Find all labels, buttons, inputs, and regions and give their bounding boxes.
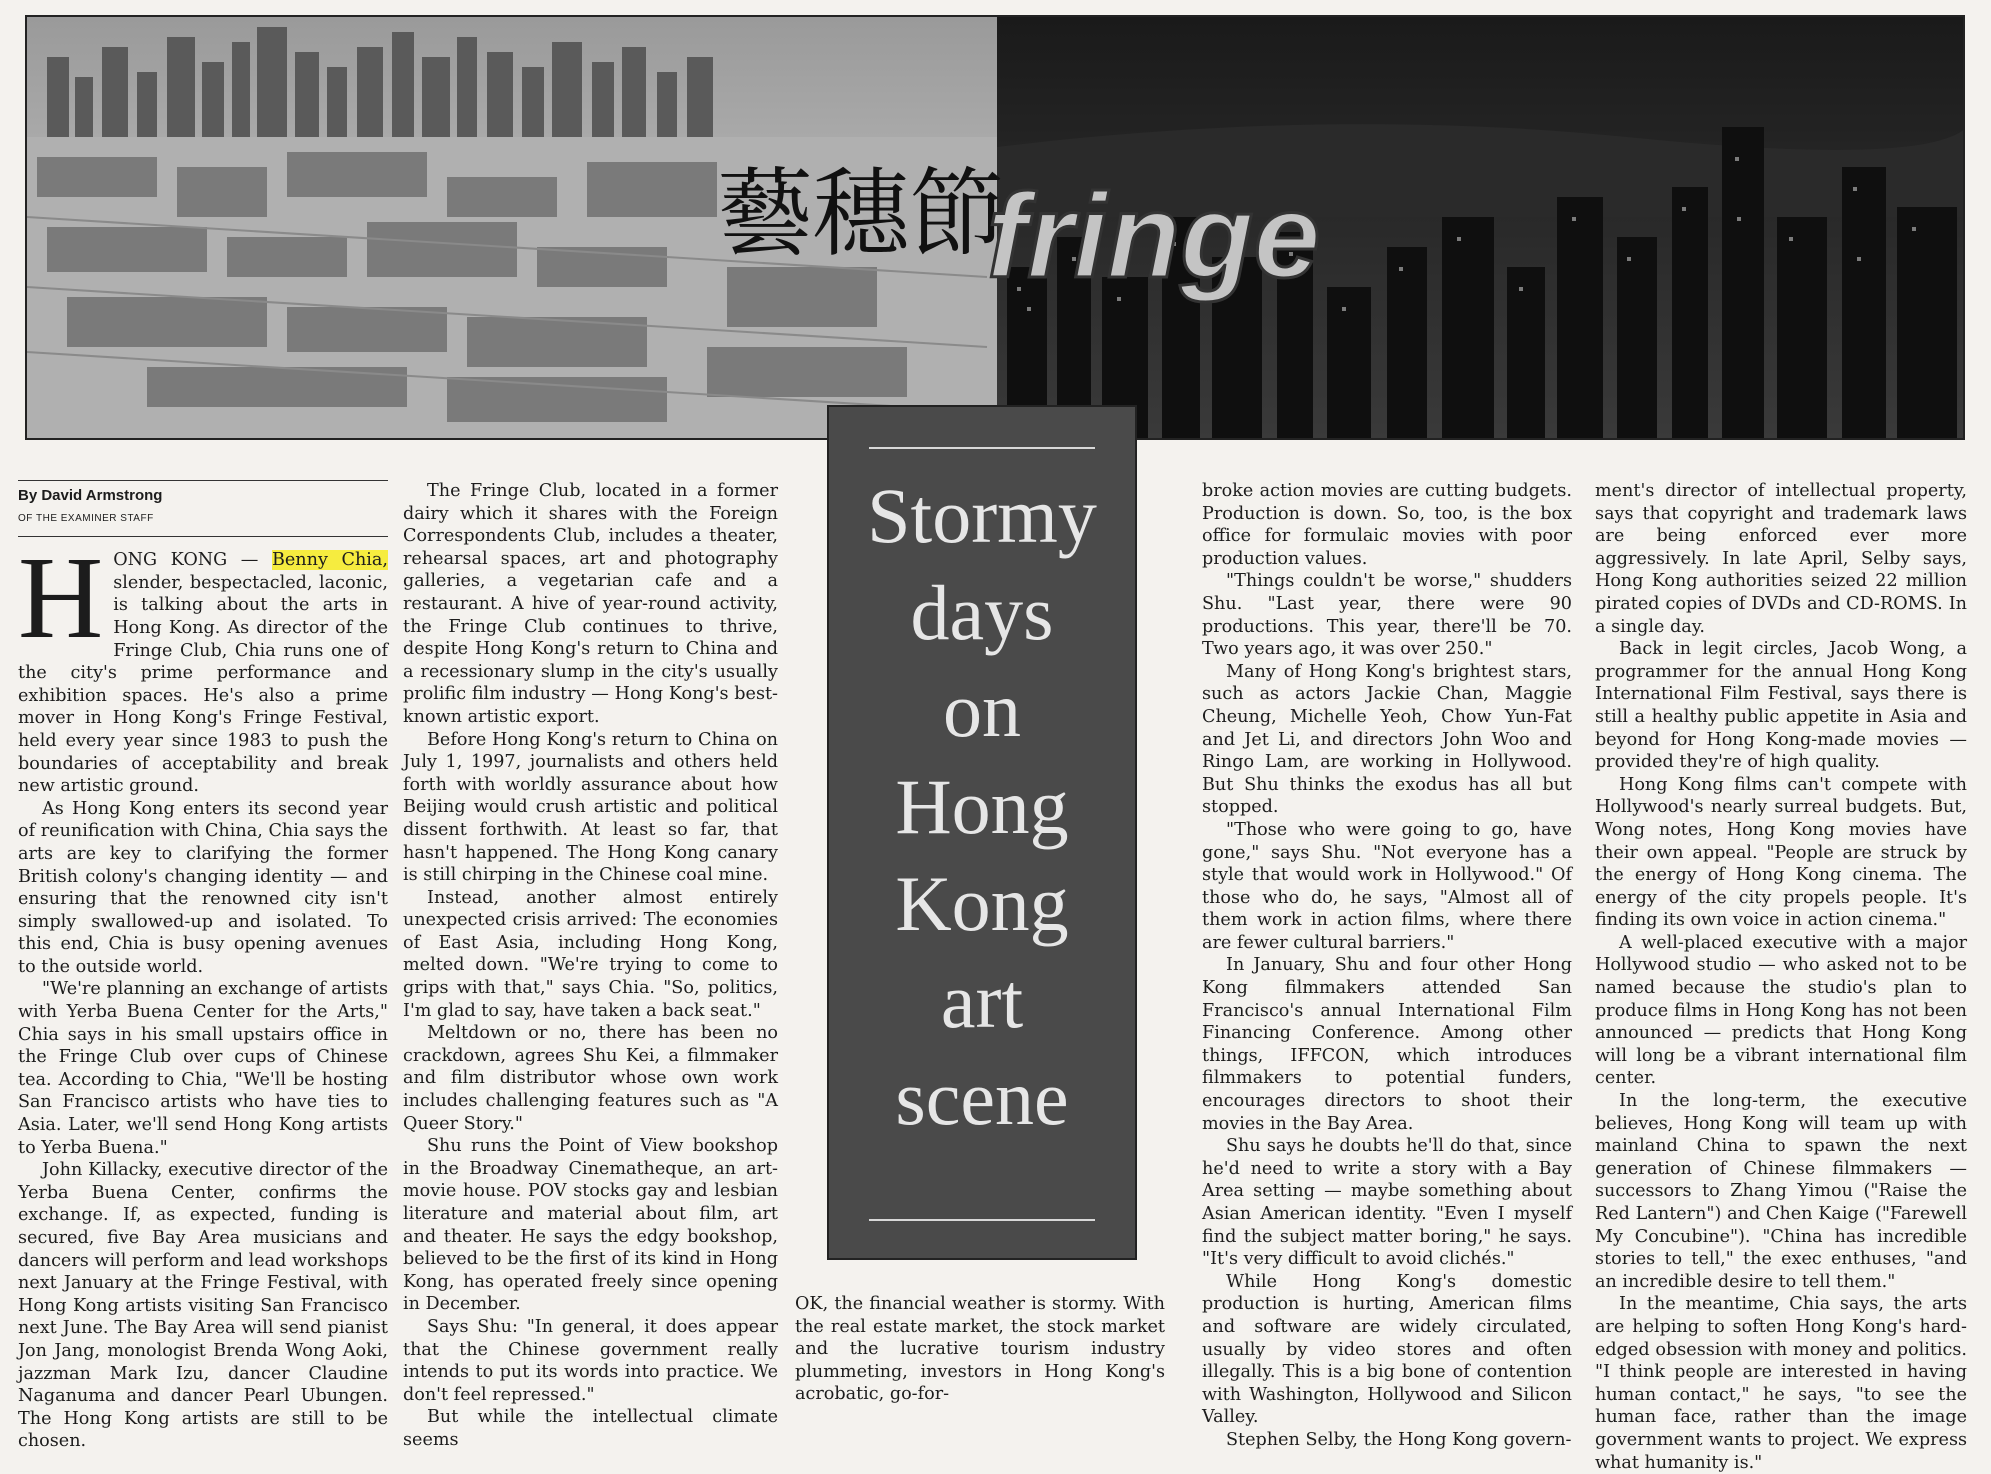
hero-chinese-title: 藝穗節 [717, 158, 1005, 270]
paragraph: In the meantime, Chia says, the arts are helping to soften Hong Kong's hard-edged obsession with money and politics. "I think people are interested in having human contact," he says, "to see the human face, rather than the image government wants to project. We express what humanity is." [1595, 1294, 1967, 1473]
headline-bottom-rule [869, 1219, 1095, 1221]
lead-paragraph [18, 532, 388, 798]
drop-cap: H [18, 532, 104, 664]
headline-box [827, 405, 1137, 1260]
paragraph: "Those who were going to go, have gone," says Shu. "Not everyone has a style that would work in Hollywood." Of those who do, he says, "Almost all of them work in action films, where there are fewer cultural barriers." [1202, 819, 1572, 953]
paragraph: OK, the financial weather is stormy. With the real estate market, the stock market and the lucrative tourism industry plummeting, investors in Hong Kong's acrobatic, go-for- [795, 1294, 1165, 1405]
paragraph: But while the intellectual climate seems [403, 1407, 778, 1450]
hero-fringe-title: fringe [987, 169, 1321, 303]
paragraph: "Things couldn't be worse," shudders Shu. "Last year, there were 90 productions. This year, there'll be 70. Two years ago, it was over 250." [1202, 571, 1572, 660]
paragraph: Shu runs the Point of View bookshop in the Broadway Cinematheque, an art-movie house. POV stocks gay and lesbian literature and material about film, art and theater. He says the edgy bookshop, believed to be the first of its kind in Hong Kong, has operated freely since opening in December. [403, 1136, 778, 1315]
article-column-4 [1202, 480, 1572, 1452]
headline-top-rule [869, 447, 1095, 449]
paragraph: Shu says he doubts he'll do that, since he'd need to write a story with a Bay Area setting — maybe something about Asian American identity. "Even I myself find the subject matter boring," he says. "It's very difficult to avoid clichés." [1202, 1136, 1572, 1270]
paragraph: As Hong Kong enters its second year of reunification with China, Chia says the arts are key to clarifying the former British colony's changing identity — and ensuring that the renowned city isn't simply swallowed-up and isolated. To this end, Chia is busy opening avenues to the outside world. [18, 798, 388, 977]
article-column-1 [18, 480, 388, 1453]
paragraph: "We're planning an exchange of artists with Yerba Buena Center for the Arts," Chia says in his small upstairs office in the Fringe Club over cups of Chinese tea. According to Chia, "We'll be hosting San Francisco artists who have ties to Asia. Later, we'll send Hong Kong artists to Yerba Buena." [18, 979, 388, 1158]
paragraph: broke action movies are cutting budgets. Production is down. So, too, is the box office for formulaic movies with poor production values. [1202, 481, 1572, 569]
paragraph: Many of Hong Kong's brightest stars, such as actors Jackie Chan, Maggie Cheung, Michelle Yeoh, Chow Yun-Fat and Jet Li, and directors John Woo and Ringo Lam, are working in Hollywood. But Shu thinks the exodus has all but stopped. [1202, 661, 1572, 818]
article-column-2 [403, 480, 778, 1452]
paragraph: In January, Shu and four other Hong Kong filmmakers attended San Francisco's annual International Film Financing Conference. Among other things, IFFCON, which introduces filmmakers to potential funders, encourages directors to shoot their movies in the Bay Area. [1202, 955, 1572, 1134]
paragraph: A well-placed executive with a major Hollywood studio — who asked not to be named because the studio's plan to produce films in Hong Kong has not been announced — predicts that Hong Kong will long be a vibrant international film center. [1595, 932, 1967, 1089]
paragraph: Meltdown or no, there has been no crackdown, agrees Shu Kei, a filmmaker and film distributor whose own work includes challenging features such as "A Queer Story." [403, 1023, 778, 1134]
byline [18, 480, 388, 537]
hero-photo [25, 15, 1965, 440]
lead-text-a: ONG KONG — [113, 550, 272, 571]
article-column-3 [795, 1293, 1165, 1406]
paragraph: While Hong Kong's domestic production is hurting, American films and software are widely circulated, usually by video stores and often illegally. This is a big bone of contention with Washington, Hollywood and Silicon Valley. [1202, 1271, 1572, 1428]
hero-skyline-illustration [27, 17, 1965, 440]
lead-highlight: Benny Chia, [271, 550, 388, 571]
byline-staff: OF THE EXAMINER STAFF [18, 512, 154, 524]
byline-author: By David Armstrong [18, 487, 163, 504]
paragraph: Instead, another almost entirely unexpected crisis arrived: The economies of East Asia, including Hong Kong, melted down. "We're trying to come to grips with that," says Chia. "So, politics, I'm glad to say, have taken a back seat." [403, 887, 778, 1021]
paragraph: In the long-term, the executive believes, Hong Kong will team up with mainland China to spawn the next generation of Chinese filmmakers — successors to Zhang Yimou ("Raise the Red Lantern") and Chen Kaige ("Farewell My Concubine"). "China has incredible stories to tell," the exec enthuses, "and an incredible desire to tell them." [1595, 1091, 1967, 1292]
paragraph: The Fringe Club, located in a former dairy which it shares with the Foreign Correspondents Club, includes a theater, rehearsal spaces, art and photography galleries, a vegetarian cafe and a restaurant. A hive of year-round activity, the Fringe Club continues to thrive, despite Hong Kong's return to China and a recessionary slump in the city's usually prolific film industry — Hong Kong's best-known artistic export. [403, 481, 778, 727]
paragraph: Back in legit circles, Jacob Wong, a programmer for the annual Hong Kong International Film Festival, says there is still a healthy public appetite in Asia and beyond for Hong Kong-made movies — provided they're of high quality. [1595, 639, 1967, 773]
paragraph: John Killacky, executive director of the Yerba Buena Center, confirms the exchange. If, as expected, funding is secured, five Bay Area musicians and dancers will perform and lead workshops next January at the Fringe Festival, with Hong Kong artists visiting San Francisco next June. The Bay Area will send pianist Jon Jang, monologist Brenda Wong Aoki, jazzman Mark Izu, dancer Claudine Naganuma and dancer Pearl Ubungen. The Hong Kong artists are still to be chosen. [18, 1160, 388, 1452]
paragraph: Before Hong Kong's return to China on July 1, 1997, journalists and others held forth with worldly assurance about how Beijing would crush artistic and political dissent forthwith. At least so far, that hasn't happened. The Hong Kong canary is still chirping in the Chinese coal mine. [403, 729, 778, 886]
paragraph: Stephen Selby, the Hong Kong govern- [1226, 1429, 1572, 1450]
paragraph: Says Shu: "In general, it does appear that the Chinese government really intends to put its words into practice. We don't feel repressed." [403, 1316, 778, 1405]
article-column-5 [1595, 480, 1967, 1474]
headline: Stormy days on Hong Kong art scene [867, 472, 1097, 1141]
paragraph: Hong Kong films can't compete with Hollywood's nearly surreal budgets. But, Wong notes, Hong Kong movies have their own appeal. "People are struck by the energy of Hong Kong cinema. The energy of the city propels people. It's finding its own voice in action cinema." [1595, 774, 1967, 931]
lead-text-b: slender, bespectacled, laconic, is talking about the arts in Hong Kong. As director of the Fringe Club, Chia runs one of the city's prime performance and exhibition spaces. He's also a prime mover in Hong Kong's Fringe Festival, held every year since 1983 to push the boundaries of acceptability and break new artistic ground. [18, 572, 388, 797]
paragraph: ment's director of intellectual property, says that copyright and trademark laws are being enforced ever more aggressively. In late April, Selby says, Hong Kong authorities seized 22 million pirated copies of DVDs and CD-ROMS. In a single day. [1595, 481, 1967, 637]
